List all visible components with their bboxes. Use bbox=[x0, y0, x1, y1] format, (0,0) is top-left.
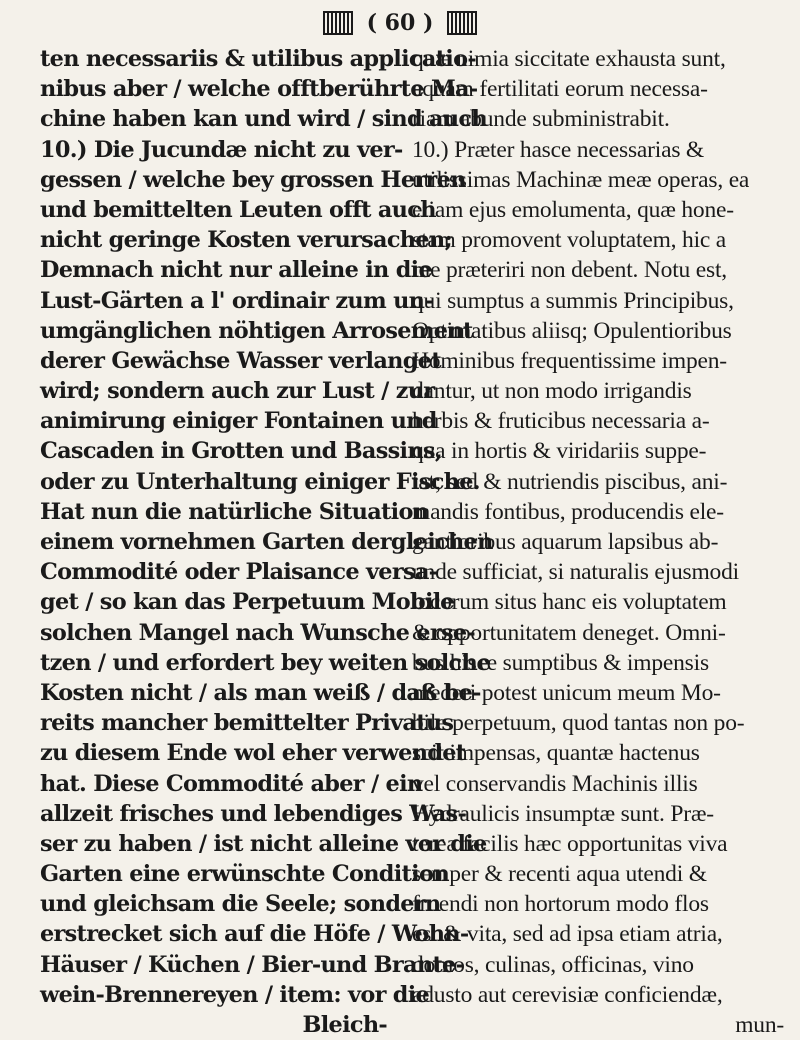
page-header bbox=[0, 6, 800, 40]
text-line: ten necessariis & utilibus applicatio- bbox=[40, 46, 476, 72]
text-line: erstrecket sich auf die Höfe / Wohn- bbox=[40, 921, 469, 948]
text-line: qui sumptus a summis Principibus, bbox=[412, 287, 734, 314]
text-line: stam promovent voluptatem, hic a bbox=[412, 227, 727, 254]
text-line: bile perpetuum, quod tantas non po- bbox=[412, 710, 745, 737]
text-line: Garten eine erwünschte Condition bbox=[40, 861, 449, 888]
text-line: Demnach nicht nur alleine in die bbox=[40, 257, 433, 284]
text-line: mederi potest unicum meum Mo- bbox=[412, 679, 721, 706]
text-line: gantioribus aquarum lapsibus ab- bbox=[412, 529, 719, 555]
text-line: nibus aber / welche offtberührte Ma- bbox=[40, 76, 478, 103]
catchword: mun- bbox=[735, 1012, 784, 1038]
text-line: 10.) Præter hasce necessarias & bbox=[412, 136, 705, 163]
text-line: vel conservandis Machinis illis bbox=[412, 770, 698, 797]
text-line: allzeit frisches und lebendiges Was- bbox=[40, 800, 467, 827]
text-line: oder zu Unterhaltung einiger Fische. bbox=[40, 468, 480, 495]
text-line: tzen / und erfordert bey weiten solche bbox=[40, 649, 491, 676]
text-line: 10.) Die Jucundæ nicht zu ver- bbox=[40, 136, 403, 163]
text-line: und gleichsam die Seele; sondern bbox=[40, 891, 441, 918]
catchword: Bleich- bbox=[302, 1012, 387, 1038]
text-line: riam abunde subministrabit. bbox=[412, 106, 670, 133]
left-printer-ornament-icon bbox=[323, 11, 353, 35]
text-line: etiam ejus emolumenta, quæ hone- bbox=[412, 196, 734, 223]
page-number: ( 60 ) bbox=[366, 10, 434, 36]
text-line: bus hisce sumptibus & impensis bbox=[412, 649, 709, 676]
text-line: Commodité oder Plaisance versa- bbox=[40, 559, 438, 586]
text-line: hat. Diese Commodité aber / ein bbox=[40, 770, 423, 797]
text-line: me præteriri non debent. Notu est, bbox=[412, 257, 727, 284]
text-line: solchen Mangel nach Wunsche erse- bbox=[40, 619, 475, 646]
text-line: Optimatibus aliisq; Opulentioribus bbox=[412, 317, 732, 344]
text-line: & opportunitatem deneget. Omni- bbox=[412, 619, 726, 646]
text-line: terea facilis hæc opportunitas viva bbox=[412, 830, 728, 857]
text-line: qua in hortis & viridariis suppe- bbox=[412, 438, 707, 465]
text-line: Hat nun die natürliche Situation bbox=[40, 498, 429, 525]
text-line: ser zu haben / ist nicht alleine vor die bbox=[40, 830, 487, 857]
text-line: dantur, ut non modo irrigandis bbox=[412, 378, 692, 405]
text-line: gessen / welche bey grossen Herren bbox=[40, 166, 466, 193]
text-line: reits mancher bemittelter Privatus bbox=[40, 710, 454, 737]
text-line: Häuser / Küchen / Bier-und Brante- bbox=[40, 951, 465, 978]
text-line: fruendi non hortorum modo flos bbox=[412, 891, 709, 918]
text-line: unde sufficiat, si naturalis ejusmodi bbox=[412, 559, 739, 586]
text-line: get / so kan das Perpetuum Mobile bbox=[40, 589, 455, 616]
german-text-column bbox=[40, 44, 493, 1038]
text-line: aquam fertilitati eorum necessa- bbox=[412, 76, 708, 103]
text-line: nicht geringe Kosten verursachen; bbox=[40, 227, 453, 254]
latin-text-column bbox=[412, 44, 792, 1038]
text-line: wird; sondern auch zur Lust / zur bbox=[40, 378, 435, 405]
text-line: locorum situs hanc eis voluptatem bbox=[412, 589, 727, 616]
text-line: herbis & fruticibus necessaria a- bbox=[412, 408, 710, 435]
text-line: Lust-Gärten a l' ordinair zum un- bbox=[40, 287, 433, 314]
text-line: und bemittelten Leuten offt auch bbox=[40, 196, 436, 223]
text-line: tat; sed & nutriendis piscibus, ani- bbox=[412, 468, 728, 495]
text-line: umgänglichen nöhtigen Arrosement bbox=[40, 317, 473, 344]
text-line: zu diesem Ende wol eher verwendet bbox=[40, 740, 466, 767]
text-line: domos, culinas, officinas, vino bbox=[412, 951, 694, 978]
text-line: scit impensas, quantæ hactenus bbox=[412, 740, 700, 767]
text-line: einem vornehmen Garten dergleichen bbox=[40, 529, 493, 555]
text-line: semper & recenti aqua utendi & bbox=[412, 861, 707, 888]
text-line: utilissimas Machinæ meæ operas, ea bbox=[412, 166, 750, 193]
text-line: Cascaden in Grotten und Bassins, bbox=[40, 438, 442, 465]
text-line: wein-Brennereyen / item: vor die bbox=[40, 981, 430, 1008]
text-line: Kosten nicht / als man weiß / daß be- bbox=[40, 679, 481, 706]
text-line: Hominibus frequentissime impen- bbox=[412, 347, 727, 374]
right-printer-ornament-icon bbox=[447, 11, 477, 35]
text-line: adusto aut cerevisiæ conficiendæ, bbox=[412, 981, 723, 1008]
text-line: Hydraulicis insumptæ sunt. Præ- bbox=[412, 800, 714, 827]
text-line: mandis fontibus, producendis ele- bbox=[412, 498, 724, 525]
text-line: derer Gewächse Wasser verlanget bbox=[40, 347, 441, 374]
text-line: chine haben kan und wird / sind auch bbox=[40, 106, 487, 133]
text-line: quæ nimia siccitate exhausta sunt, bbox=[412, 46, 726, 72]
text-line: animirung einiger Fontainen und bbox=[40, 408, 437, 435]
text-line: est & vita, sed ad ipsa etiam atria, bbox=[412, 921, 723, 948]
